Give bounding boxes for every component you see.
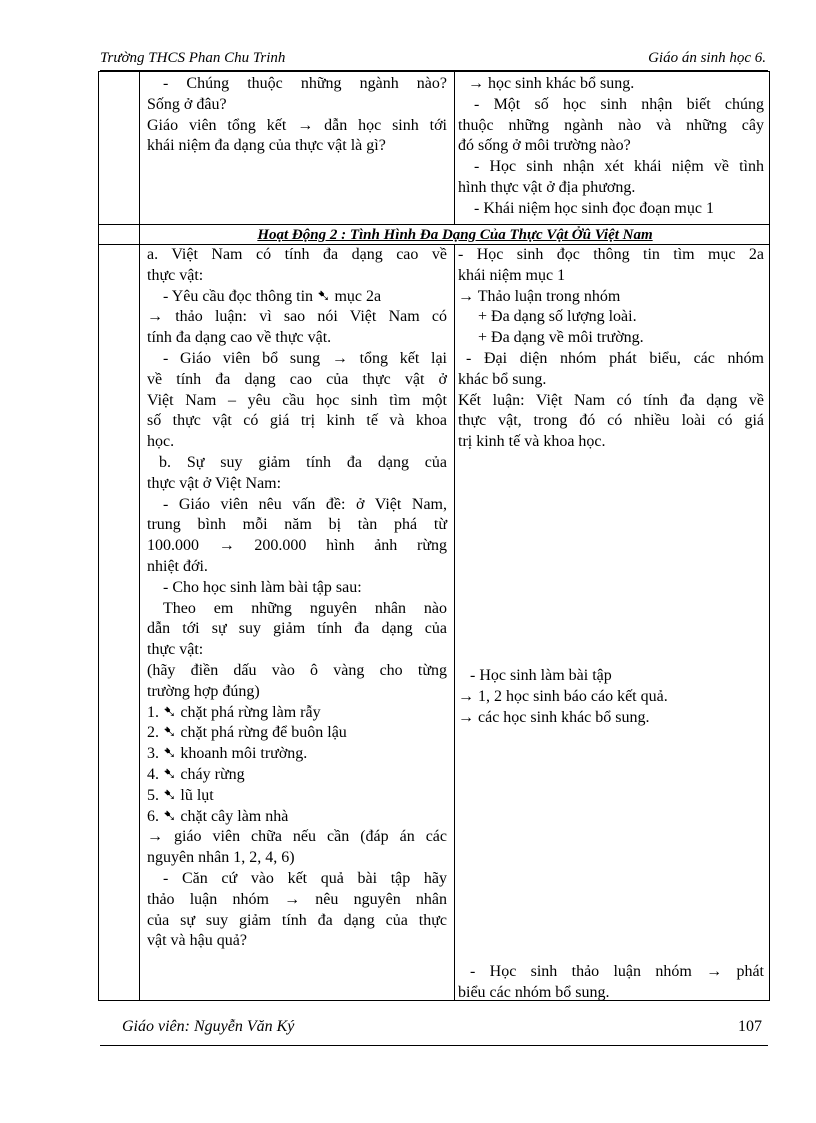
text-line: Việt Nam – yêu cầu học sinh tìm một	[147, 391, 447, 409]
school-name: Trường THCS Phan Chu Trinh	[100, 50, 286, 66]
text-line: nguyên nhân 1, 2, 4, 6)	[147, 849, 295, 867]
main-right-cell-b	[458, 666, 764, 728]
checklist-item: 1. ➷ chặt phá rừng làm rẫy	[147, 703, 321, 721]
text-line: đó sống ở môi trường nào?	[458, 137, 631, 155]
text-line: - Một số học sinh nhận biết chúng	[474, 95, 764, 113]
text-line: nhiệt đới.	[147, 557, 208, 575]
section-title: Hoạt Động 2 : Tình Hình Đa Dạng Của Thực Vật Ởû Việt Nam	[257, 227, 653, 243]
text-line: - Học sinh nhận xét khái niệm về tình	[474, 158, 764, 176]
text-line: trị kinh tế và khoa học.	[458, 433, 606, 451]
text-line: tính đa dạng cao về thực vật.	[147, 329, 332, 347]
text-line: - Yêu cầu đọc thông tin ➷ mục 2a	[163, 287, 382, 305]
text-line: dẫn tới sự suy giảm tính đa dạng của	[147, 620, 447, 638]
column-divider-left	[139, 72, 140, 1000]
text-line: - Cho học sinh làm bài tập sau:	[163, 578, 362, 596]
main-right-cell-c	[458, 962, 764, 1004]
text-line: thảo luận nhóm → nêu nguyên nhân	[147, 890, 447, 908]
text-line: - Học sinh làm bài tập	[470, 667, 612, 684]
text-line: vật và hậu quả?	[147, 932, 247, 950]
text-line: Kết luận: Việt Nam có tính đa dạng về	[458, 391, 764, 409]
text-line: khái niệm mục 1	[458, 266, 566, 284]
text-line: - Khái niệm học sinh đọc đoạn mục 1	[474, 199, 714, 217]
text-line: (hãy điền dấu vào ô vàng cho từng	[147, 661, 447, 679]
text-line: Theo em những nguyên nhân nào	[163, 599, 447, 617]
column-divider-middle-bottom	[454, 245, 455, 1000]
text-line: thực vật:	[147, 266, 204, 284]
checklist-item: 6. ➷ chặt cây làm nhà	[147, 807, 289, 825]
text-line: → các học sinh khác bổ sung.	[458, 708, 650, 726]
text-line: trung bình mỗi năm bị tàn phá từ	[147, 516, 447, 534]
text-line: 100.000 → 200.000 hình ảnh rừng	[147, 537, 447, 555]
text-line: a. Việt Nam có tính đa dạng cao về	[147, 246, 447, 263]
checklist-item: 5. ➷ lũ lụt	[147, 786, 214, 804]
text-line: → giáo viên chữa nếu cần (đáp án các	[147, 828, 447, 846]
text-line: - Chúng thuộc những ngành nào?	[163, 75, 447, 92]
checklist-item: 4. ➷ cháy rừng	[147, 765, 245, 783]
text-line: - Học sinh đọc thông tin tìm mục 2a	[458, 246, 764, 263]
text-line: b. Sự suy giảm tính đa dạng của	[159, 453, 447, 471]
document-title: Giáo án sinh học 6.	[648, 50, 766, 66]
text-line: biểu các nhóm bổ sung.	[458, 983, 610, 1001]
text-line: - Căn cứ vào kết quả bài tập hãy	[163, 869, 447, 887]
text-line: thực vật ở Việt Nam:	[147, 474, 282, 492]
page-header	[100, 50, 768, 71]
text-line: - Đại diện nhóm phát biểu, các nhóm	[466, 349, 764, 367]
text-line: thuộc những ngành nào và những cây	[458, 116, 764, 134]
text-line: học.	[147, 433, 175, 451]
teacher-name: Giáo viên: Nguyễn Văn Ký	[122, 1018, 295, 1035]
text-line: số thực vật có giá trị kinh tế và khoa	[147, 412, 447, 430]
text-line: → học sinh khác bổ sung.	[468, 75, 635, 92]
column-divider-middle-top	[454, 72, 455, 225]
text-line: thực vật:	[147, 641, 204, 659]
checklist-item: 2. ➷ chặt phá rừng để buôn lậu	[147, 724, 347, 742]
text-line: của sự suy giảm tính đa dạng của thực	[147, 911, 447, 929]
main-left-cell	[147, 245, 447, 952]
text-line: Sống ở đâu?	[147, 95, 227, 113]
main-right-cell-a	[458, 245, 764, 453]
text-line: - Giáo viên bổ sung → tổng kết lại	[163, 349, 447, 367]
text-line: trường hợp đúng)	[147, 682, 260, 700]
checklist-item: 3. ➷ khoanh môi trường.	[147, 745, 308, 763]
text-line: về tính đa dạng cao của thực vật ở	[147, 370, 447, 388]
text-line: Giáo viên tổng kết → dẫn học sinh tới	[147, 116, 447, 134]
text-line: + Đa dạng về môi trường.	[478, 329, 644, 347]
text-line: khác bổ sung.	[458, 370, 547, 388]
text-line: - Học sinh thảo luận nhóm → phát	[470, 963, 764, 980]
text-line: + Đa dạng số lượng loài.	[478, 308, 637, 326]
text-line: → thảo luận: vì sao nói Việt Nam có	[147, 308, 447, 326]
top-right-cell	[458, 74, 764, 220]
text-line: khái niệm đa dạng của thực vật là gì?	[147, 137, 386, 155]
text-line: → Thảo luận trong nhóm	[458, 287, 621, 305]
text-line: - Giáo viên nêu vấn đề: ở Việt Nam,	[163, 495, 447, 513]
text-line: thực vật, trong đó có nhiều loài có giá	[458, 412, 764, 430]
text-line: → 1, 2 học sinh báo cáo kết quả.	[458, 687, 668, 705]
page-number: 107	[738, 1018, 762, 1035]
top-left-cell	[147, 74, 447, 157]
page-footer	[100, 1016, 768, 1046]
lesson-table	[98, 71, 770, 1001]
text-line: hình thực vật ở địa phương.	[458, 178, 636, 196]
